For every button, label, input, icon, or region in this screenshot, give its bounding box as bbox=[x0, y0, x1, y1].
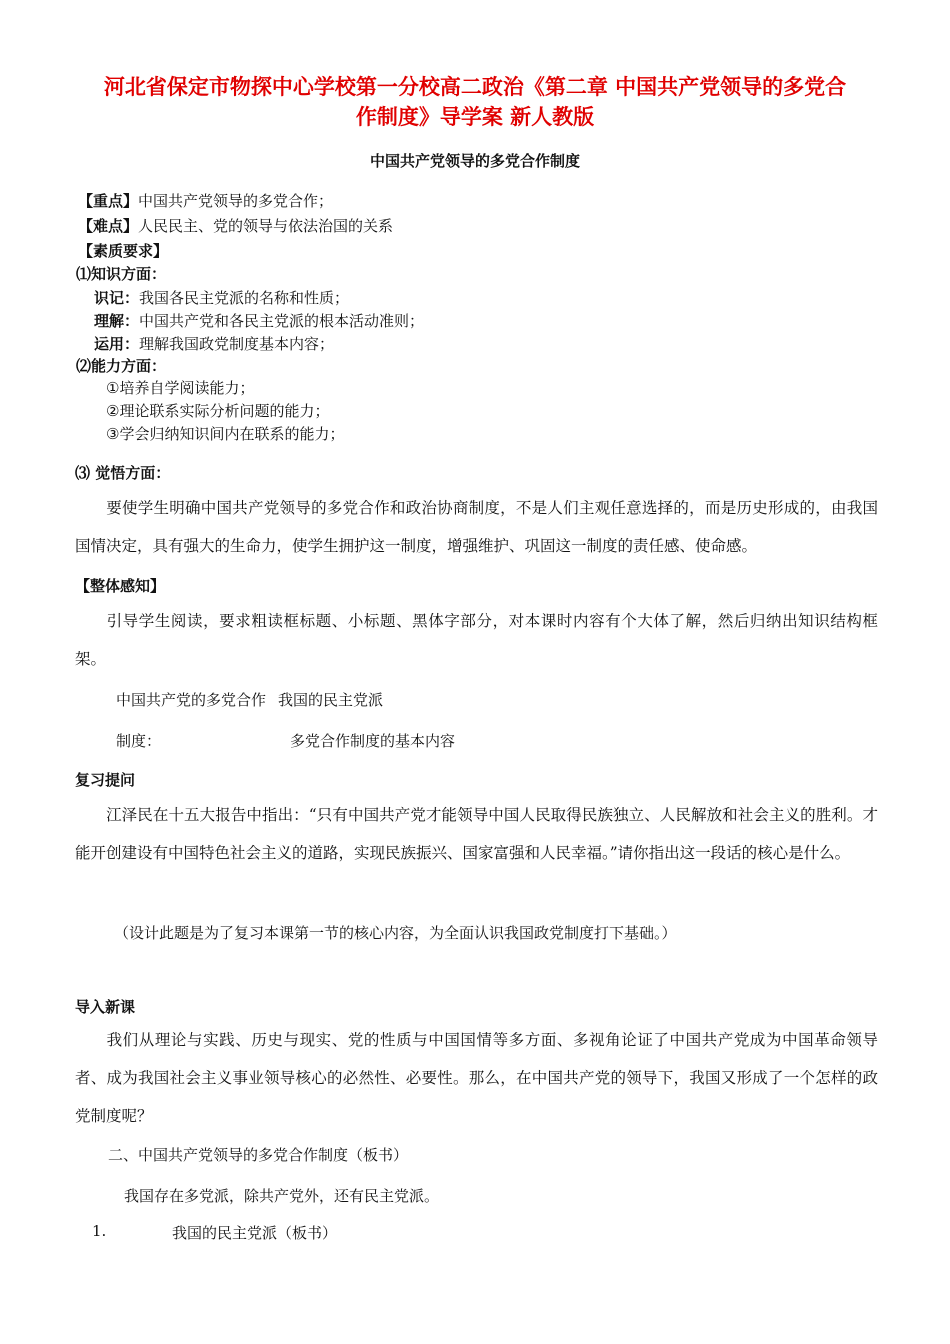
structure-item-d: 多党合作制度的基本内容 bbox=[290, 732, 456, 750]
difficulty-line bbox=[78, 215, 393, 237]
structure-item-c: 制度： bbox=[116, 732, 162, 750]
understand-line bbox=[94, 310, 424, 332]
title-line-1: 河北省保定市物探中心学校第一分校高二政治《第二章 中国共产党领导的多党合 bbox=[103, 75, 847, 99]
review-text: 江泽民在十五大报告中指出：“只有中国共产党才能领导中国人民取得民族独立、人民解放和社会主义的胜利。才能开创建设有中国特色社会主义的道路，实现民族振兴、国家富强和人民幸福。”请你指出这一段话的核心是什么。 bbox=[75, 806, 878, 862]
apply-text: 理解我国政党制度基本内容； bbox=[139, 335, 335, 353]
review-heading: 复习提问 bbox=[75, 771, 136, 789]
recall-text: 我国各民主党派的名称和性质； bbox=[139, 289, 350, 307]
lesson-subtitle: 中国共产党领导的多党合作制度 bbox=[369, 152, 580, 170]
title-line-2: 作制度》导学案 新人教版 bbox=[355, 105, 595, 129]
intro-paragraph bbox=[75, 1021, 878, 1135]
ability-item-2: ②理论联系实际分析问题的能力； bbox=[106, 402, 330, 420]
section-two-heading: 二、中国共产党领导的多党合作制度（板书） bbox=[108, 1146, 409, 1164]
overall-text: 引导学生阅读，要求粗读框标题、小标题、黑体字部分，对本课时内容有个大体了解，然后归纳出知识结构框架。 bbox=[75, 612, 878, 668]
ability-item-3: ③学会归纳知识间内在联系的能力； bbox=[106, 425, 345, 443]
document-title bbox=[60, 72, 890, 132]
review-note: （设计此题是为了复习本课第一节的核心内容，为全面认识我国政党制度打下基础。） bbox=[114, 924, 677, 942]
recall-line bbox=[94, 287, 349, 309]
overall-paragraph bbox=[75, 602, 878, 678]
intro-heading: 导入新课 bbox=[75, 998, 136, 1016]
key-point-line bbox=[78, 190, 333, 212]
item-1-text: 我国的民主党派（板书） bbox=[172, 1224, 338, 1242]
knowledge-heading: ⑴知识方面： bbox=[76, 265, 167, 283]
awareness-heading: ⑶ 觉悟方面： bbox=[75, 464, 171, 482]
difficulty-text: 人民民主、党的领导与依法治国的关系 bbox=[138, 217, 394, 235]
review-paragraph bbox=[75, 796, 878, 872]
ability-heading: ⑵能力方面： bbox=[76, 357, 167, 375]
recall-label: 识记： bbox=[94, 289, 140, 307]
ability-item-1: ①培养自学阅读能力； bbox=[106, 379, 255, 397]
overall-heading: 【整体感知】 bbox=[75, 577, 166, 595]
structure-item-b: 我国的民主党派 bbox=[278, 691, 384, 709]
item-1-number: 1. bbox=[92, 1222, 107, 1240]
apply-line bbox=[94, 333, 334, 355]
key-point-text: 中国共产党领导的多党合作； bbox=[138, 192, 334, 210]
awareness-text: 要使学生明确中国共产党领导的多党合作和政治协商制度，不是人们主观任意选择的，而是历史形成的，由我国国情决定，具有强大的生命力，使学生拥护这一制度，增强维护、巩固这一制度的责任感、使命感。 bbox=[75, 499, 878, 555]
section-two-text: 我国存在多党派，除共产党外，还有民主党派。 bbox=[124, 1187, 440, 1205]
quality-requirements-label: 【素质要求】 bbox=[78, 242, 169, 260]
structure-row-1 bbox=[116, 689, 383, 710]
key-point-label: 【重点】 bbox=[78, 192, 139, 210]
understand-text: 中国共产党和各民主党派的根本活动准则； bbox=[139, 312, 425, 330]
structure-item-a: 中国共产党的多党合作 bbox=[116, 691, 267, 709]
awareness-paragraph bbox=[75, 489, 878, 565]
apply-label: 运用： bbox=[94, 335, 140, 353]
understand-label: 理解： bbox=[94, 312, 140, 330]
intro-text: 我们从理论与实践、历史与现实、党的性质与中国国情等多方面、多视角论证了中国共产党成为中国革命领导者、成为我国社会主义事业领导核心的必然性、必要性。那么，在中国共产党的领导下，我国又形成了一个怎样的政党制度呢？ bbox=[75, 1031, 878, 1125]
difficulty-label: 【难点】 bbox=[78, 217, 139, 235]
